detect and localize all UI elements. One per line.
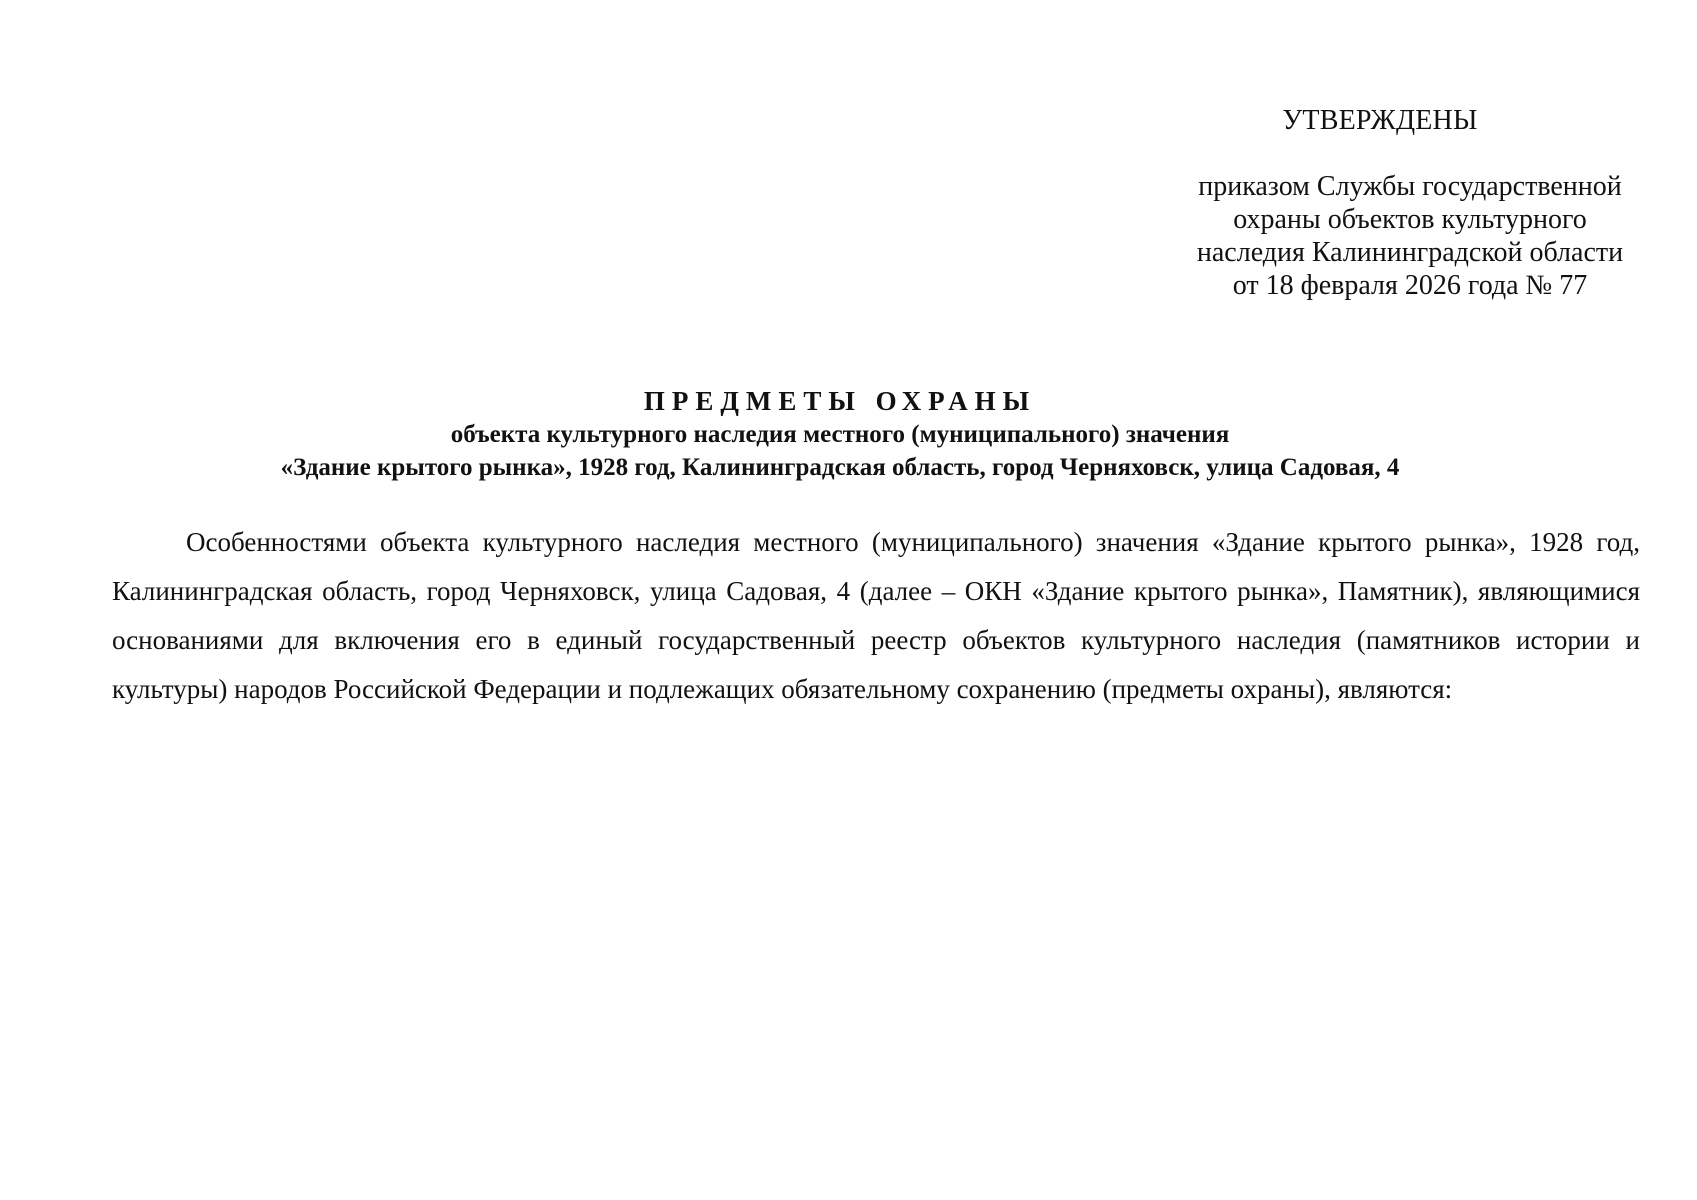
- approval-line: охраны объектов культурного: [1233, 204, 1587, 235]
- body-paragraph: Особенностями объекта культурного наследия местного (муниципального) значения «Здание крытого рынка», 1928 год, Калининградская область, город Черняховск, улица Садовая, 4 (далее – ОКН «Здание крытого рынка», Памятник), являющимися основаниями для включения его в единый государственный реестр объектов культурного наследия (памятников истории и культуры) народов Российской Федерации и подлежащих обязательному сохранению (предметы охраны), являются:: [112, 527, 1640, 704]
- approval-block: [1170, 170, 1650, 302]
- document-title-block: [110, 384, 1570, 484]
- approval-line: наследия Калининградской области: [1196, 237, 1624, 268]
- document-subtitle-line: объекта культурного наследия местного (муниципального) значения: [450, 421, 1230, 448]
- approval-line: от 18 февраля 2026 года № 77: [1232, 270, 1588, 301]
- approval-heading: УТВЕРЖДЕНЫ: [1282, 105, 1478, 136]
- document-title: ПРЕДМЕТЫ ОХРАНЫ: [643, 386, 1037, 416]
- document-subtitle-line: «Здание крытого рынка», 1928 год, Калининградская область, город Черняховск, улица Садовая, 4: [280, 454, 1400, 481]
- approval-line: приказом Службы государственной: [1198, 171, 1622, 202]
